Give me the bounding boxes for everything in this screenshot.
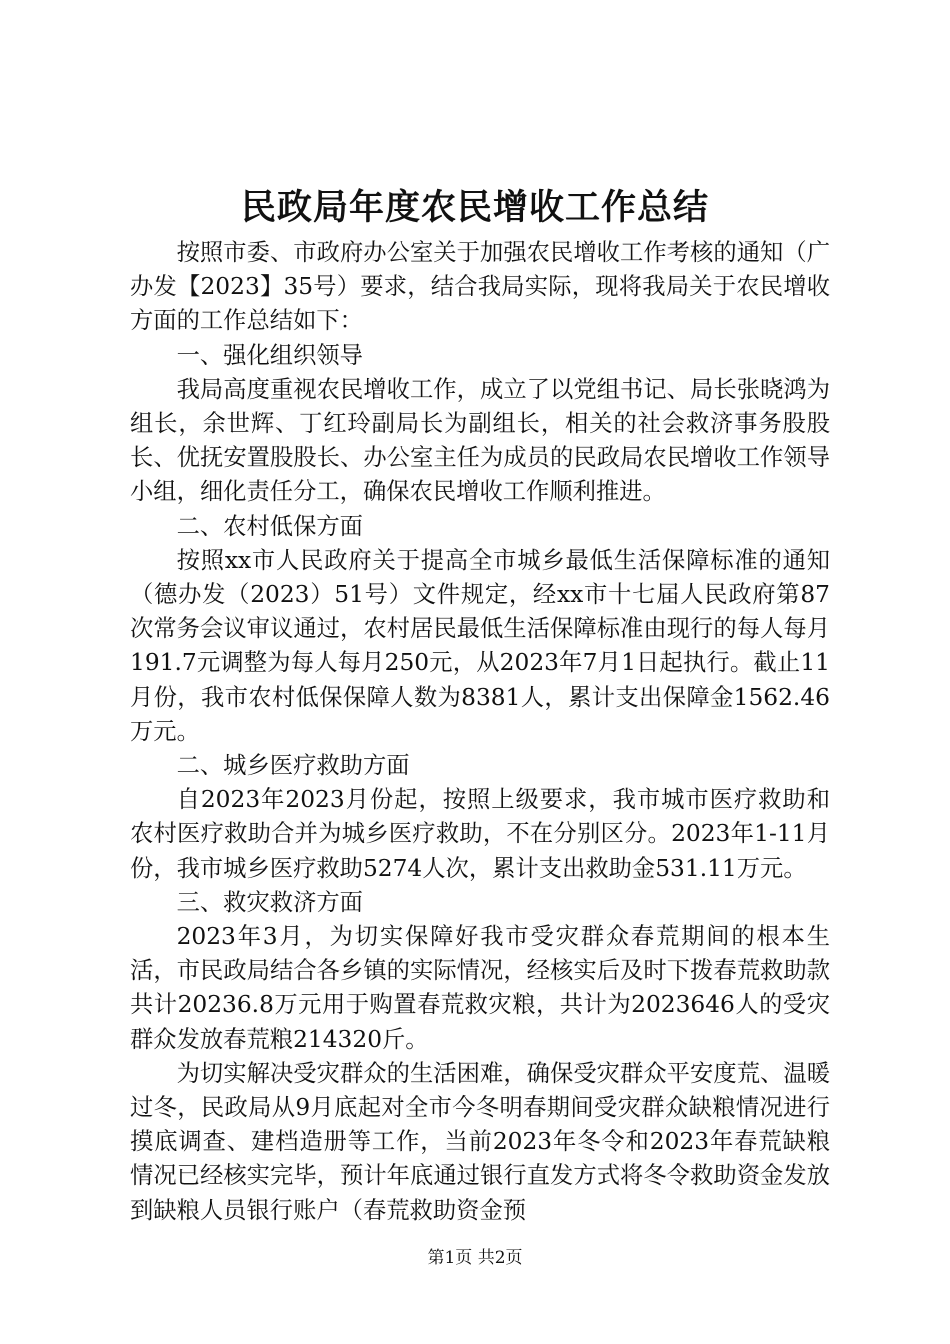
paragraph-intro: 按照市委、市政府办公室关于加强农民增收工作考核的通知（广办发【2023】35号）要求，结合我局实际，现将我局关于农民增收方面的工作总结如下： [130,239,830,335]
document-title: 民政局年度农民增收工作总结 [240,187,709,228]
page-footer: 第1页 共2页 [427,1248,523,1268]
paragraph-winter-relief: 为切实解决受灾群众的生活困难，确保受灾群众平安度荒、温暖过冬，民政局从9月底起对全市今冬明春期间受灾群众缺粮情况进行摸底调查、建档造册等工作，当前2023年冬令和2023年春荒缺粮情况已经核实完毕，预计年底通过银行直发方式将冬令救助资金发放到缺粮人员银行账户（春荒救助资金预 [130,1059,830,1224]
section-heading-2: 二、农村低保方面 [176,512,363,540]
paragraph-rural-subsistence: 按照xx市人民政府关于提高全市城乡最低生活保障标准的通知（德办发（2023）51号）文件规定，经xx市十七届人民政府第87次常务会议审议通过，农村居民最低生活保障标准由现行的每人每月191.7元调整为每人每月250元，从2023年7月1日起执行。截止11月份，我市农村低保保障人数为8381人，累计支出保障金1562.46万元。 [130,546,830,745]
document-body [130,236,830,1228]
paragraph-medical-aid: 自2023年2023月份起，按照上级要求，我市城市医疗救助和农村医疗救助合并为城乡医疗救助，不在分别区分。2023年1-11月份，我市城乡医疗救助5274人次，累计支出救助金531.11万元。 [130,786,830,882]
section-heading-4: 三、救灾救济方面 [176,888,363,916]
section-heading-3: 二、城乡医疗救助方面 [176,752,410,780]
paragraph-disaster-relief: 2023年3月，为切实保障好我市受灾群众春荒期间的根本生活，市民政局结合各乡镇的实际情况，经核实后及时下拨春荒救助款共计20236.8万元用于购置春荒救灾粮，共计为2023646人的受灾群众发放春荒粮214320斤。 [130,923,830,1053]
section-heading-1: 一、强化组织领导 [176,341,363,369]
paragraph-organization: 我局高度重视农民增收工作，成立了以党组书记、局长张晓鸿为组长，余世辉、丁红玲副局长为副组长，相关的社会救济事务股股长、优抚安置股股长、办公室主任为成员的民政局农民增收工作领导小组，细化责任分工，确保农民增收工作顺利推进。 [130,375,830,506]
